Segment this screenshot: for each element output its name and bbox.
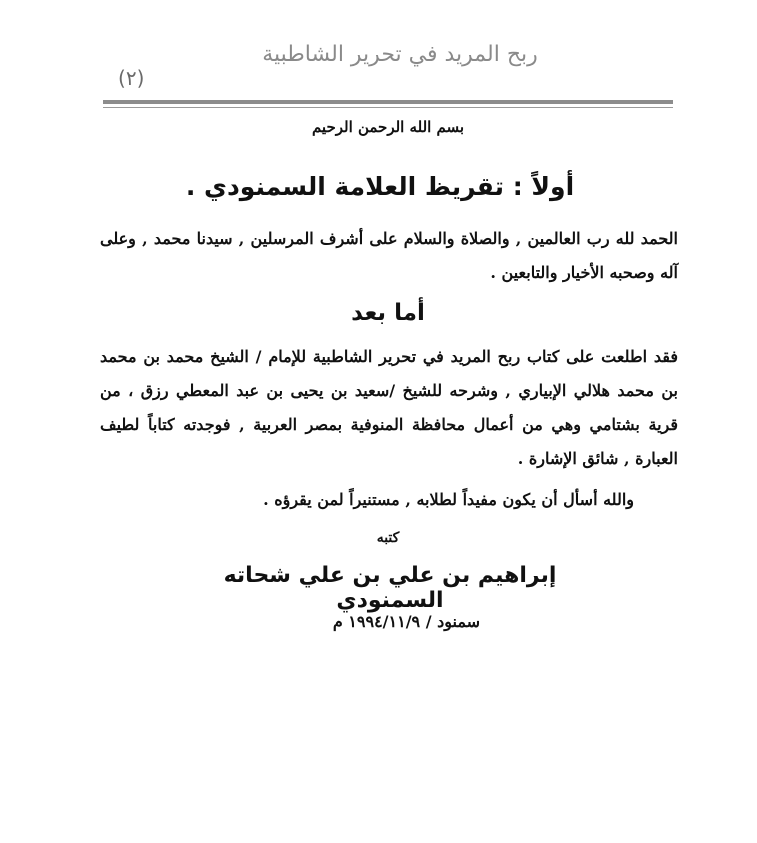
basmala: بسم الله الرحمن الرحيم <box>311 118 465 136</box>
body-paragraph: فقد اطلعت على كتاب ربح المريد في تحرير الشاطبية للإمام / الشيخ محمد بن محمد بن محمد هلالي الإبياري , وشرحه للشيخ /سعيد بن يحيى بن عبد المعطي رزق ، من قرية بشتامي وهي من أعمال محافظة المنوفية بمصر العربية , فوجدته كتاباً لطيف العبارة , شائق الإشارة . <box>100 347 678 468</box>
wrote-label: كتبه <box>376 530 400 546</box>
closing-prayer: والله أسأل أن يكون مفيداً لطلابه , مستنيراً لمن يقرؤه . <box>263 490 634 509</box>
opening-paragraph: الحمد لله رب العالمين , والصلاة والسلام على أشرف المرسلين , سيدنا محمد , وعلى آله وصحبه الأخيار والتابعين . <box>100 229 678 282</box>
section-title: أولاً : تقريظ العلامة السمنودي . <box>185 172 575 201</box>
header-rule-thick <box>103 100 673 104</box>
page-number: (٢) <box>118 66 145 90</box>
running-header-title: ربح المريد في تحرير الشاطبية <box>262 42 538 67</box>
subheading: أما بعد <box>351 300 425 326</box>
place-and-date: سمنود / ١٩٩٤/١١/٩ م <box>332 612 480 631</box>
header-rule-thin <box>103 107 673 108</box>
author-name: إبراهيم بن علي بن علي شحاته السمنودي <box>223 563 557 613</box>
